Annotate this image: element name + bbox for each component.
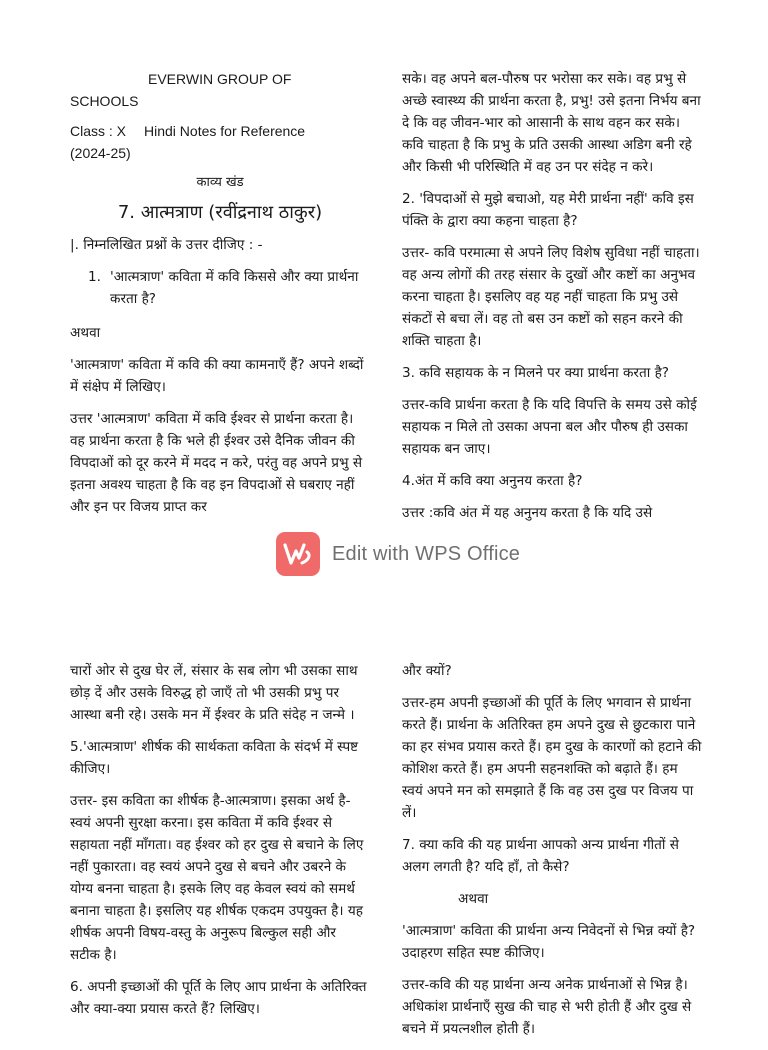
school-name-line1: EVERWIN GROUP OF <box>148 71 292 87</box>
question-3: 3. कवि सहायक के न मिलने पर क्या प्रार्थना करता है? <box>402 365 670 381</box>
school-name-line2: SCHOOLS <box>70 93 139 109</box>
bottom-right-column <box>402 660 702 1050</box>
question-5: 5.'आत्मत्राण' शीर्षक की सार्थकता कविता के संदर्भ में स्पष्ट कीजिए। <box>70 739 359 777</box>
question-6: 6. अपनी इच्छाओं की पूर्ति के लिए आप प्रार्थना के अतिरिक्त और क्या-क्या प्रयास करते हैं? लिखिए। <box>70 979 367 1017</box>
bottom-left-column <box>70 660 370 1030</box>
answer-5: उत्तर- इस कविता का शीर्षक है-आत्मत्राण। इसका अर्थ है-स्वयं अपनी सुरक्षा करना। इस कविता में कवि ईश्वर से सहायता नहीं माँगता। वह ईश्वर को हर दुख से बचाने के लिए नहीं पुकारता। वह स्वयं अपने दुख से बचने और उबरने के योग्य बनना चाहता है। इसके लिए वह केवल स्वयं को समर्थ बनाना चाहता है। इसलिए यह शीर्षक एकदम उपयुक्त है। यह शीर्षक अपनी विषय-वस्तु के अनुरूप बिल्कुल सही और सटीक है। <box>70 793 364 963</box>
answer-6: उत्तर-हम अपनी इच्छाओं की पूर्ति के लिए भगवान से प्रार्थना करते हैं। प्रार्थना के अतिरिक्त हम अपने दुख से छुटकारा पाने का हर संभव प्रयास करते हैं। हम दुख के कारणों को हटाने की कोशिश करते हैं। हम अपनी सहनशक्ति को बढ़ाते हैं। हम स्वयं अपने मन को समझाते हैं कि वह उस दुख पर विजय पा लें। <box>402 695 702 821</box>
question-1 <box>70 266 370 310</box>
chapter-title: 7. आत्मत्राण (रवींद्रनाथ ठाकुर) <box>117 202 323 223</box>
answer-7: उत्तर-कवि की यह प्रार्थना अन्य अनेक प्रार्थनाओं से भिन्न है। अधिकांश प्रार्थनाएँ सुख की चाह से भरी होती हैं और दुख से बचने में प्रयत्नशील होती हैं। <box>402 977 692 1037</box>
answer-4-part1: उत्तर :कवि अंत में यह अनुनय करता है कि यदि उसे <box>402 505 653 521</box>
question-1-text: 'आत्मत्राण' कविता में कवि किससे और क्या प्रार्थना करता है? <box>110 269 359 307</box>
school-name <box>70 68 370 112</box>
athva-label-2: अथवा <box>458 891 489 907</box>
athva-label: अथवा <box>70 325 101 341</box>
top-right-column <box>402 68 702 534</box>
wps-watermark[interactable] <box>276 531 520 577</box>
answer-4-part2: चारों ओर से दुख घेर लें, संसार के सब लोग भी उसका साथ छोड़ दें और उसके विरुद्ध हो जाएँ तो भी उसकी प्रभु पर आस्था बनी रहे। उसके मन में ईश्वर के प्रति संदेह न जन्मे । <box>70 663 358 723</box>
question-1-number: 1. <box>88 269 101 285</box>
top-left-column <box>70 68 370 528</box>
instruction: |. निम्नलिखित प्रश्नों के उत्तर दीजिए : - <box>70 237 263 253</box>
question-6-end: और क्यों? <box>402 663 452 679</box>
question-4: 4.अंत में कवि क्या अनुनय करता है? <box>402 473 583 489</box>
class-line <box>70 120 370 142</box>
wps-logo-icon <box>276 532 320 576</box>
question-7: 7. क्या कवि की यह प्रार्थना आपको अन्य प्रार्थना गीतों से अलग लगती है? यदि हाँ, तो कैसे? <box>402 837 679 875</box>
question-1-alternate: 'आत्मत्राण' कविता में कवि की क्या कामनाएँ हैं? अपने शब्दों में संक्षेप में लिखिए। <box>70 357 364 395</box>
section-title: काव्य खंड <box>196 175 244 190</box>
answer-1-part2: सके। वह अपने बल-पौरुष पर भरोसा कर सके। वह प्रभु से अच्छे स्वास्थ्य की प्रार्थना करता है, प्रभु! उसे इतना निर्भय बना दे कि वह जीवन-भार को आसानी के साथ वहन कर सके। कवि चाहता है कि प्रभु के प्रति उसकी आस्था अडिग बनी रहे और किसी भी परिस्थिति में वह उन पर संदेह न करे। <box>402 71 701 175</box>
session: (2024-25) <box>70 145 131 161</box>
class-label: Class : X <box>70 123 127 139</box>
answer-2: उत्तर- कवि परमात्मा से अपने लिए विशेष सुविधा नहीं चाहता। वह अन्य लोगों की तरह संसार के दुखों और कष्टों का अनुभव करना चाहता है। इसलिए वह यह नहीं चाहता कि प्रभु उसे संकटों से बचा लें। वह तो बस उन कष्टों को सहन करने की शक्ति चाहता है। <box>402 245 700 349</box>
question-2: 2. 'विपदाओं से मुझे बचाओ, यह मेरी प्रार्थना नहीं' कवि इस पंक्ति के द्वारा क्या कहना चाहता है? <box>402 191 694 229</box>
wps-watermark-text: Edit with WPS Office <box>332 542 521 565</box>
answer-1-part1: उत्तर 'आत्मत्राण' कविता में कवि ईश्वर से प्रार्थना करता है। वह प्रार्थना करता है कि भले ही ईश्वर उसे दैनिक जीवन की विपदाओं को दूर करने में मदद न करे, परंतु वह अपने प्रभु से इतना अवश्य चाहता है कि वह इन विपदाओं से घबराए नहीं और इन पर विजय प्राप्त कर <box>70 411 363 515</box>
question-7-alternate: 'आत्मत्राण' कविता की प्रार्थना अन्य निवेदनों से भिन्न क्यों है? उदाहरण सहित स्पष्ट कीजिए। <box>402 923 696 961</box>
answer-3: उत्तर-कवि प्रार्थना करता है कि यदि विपत्ति के समय उसे कोई सहायक न मिले तो उसका अपना बल और पौरुष ही उसका सहायक बन जाए। <box>402 397 697 457</box>
notes-title: Hindi Notes for Reference <box>144 123 306 139</box>
